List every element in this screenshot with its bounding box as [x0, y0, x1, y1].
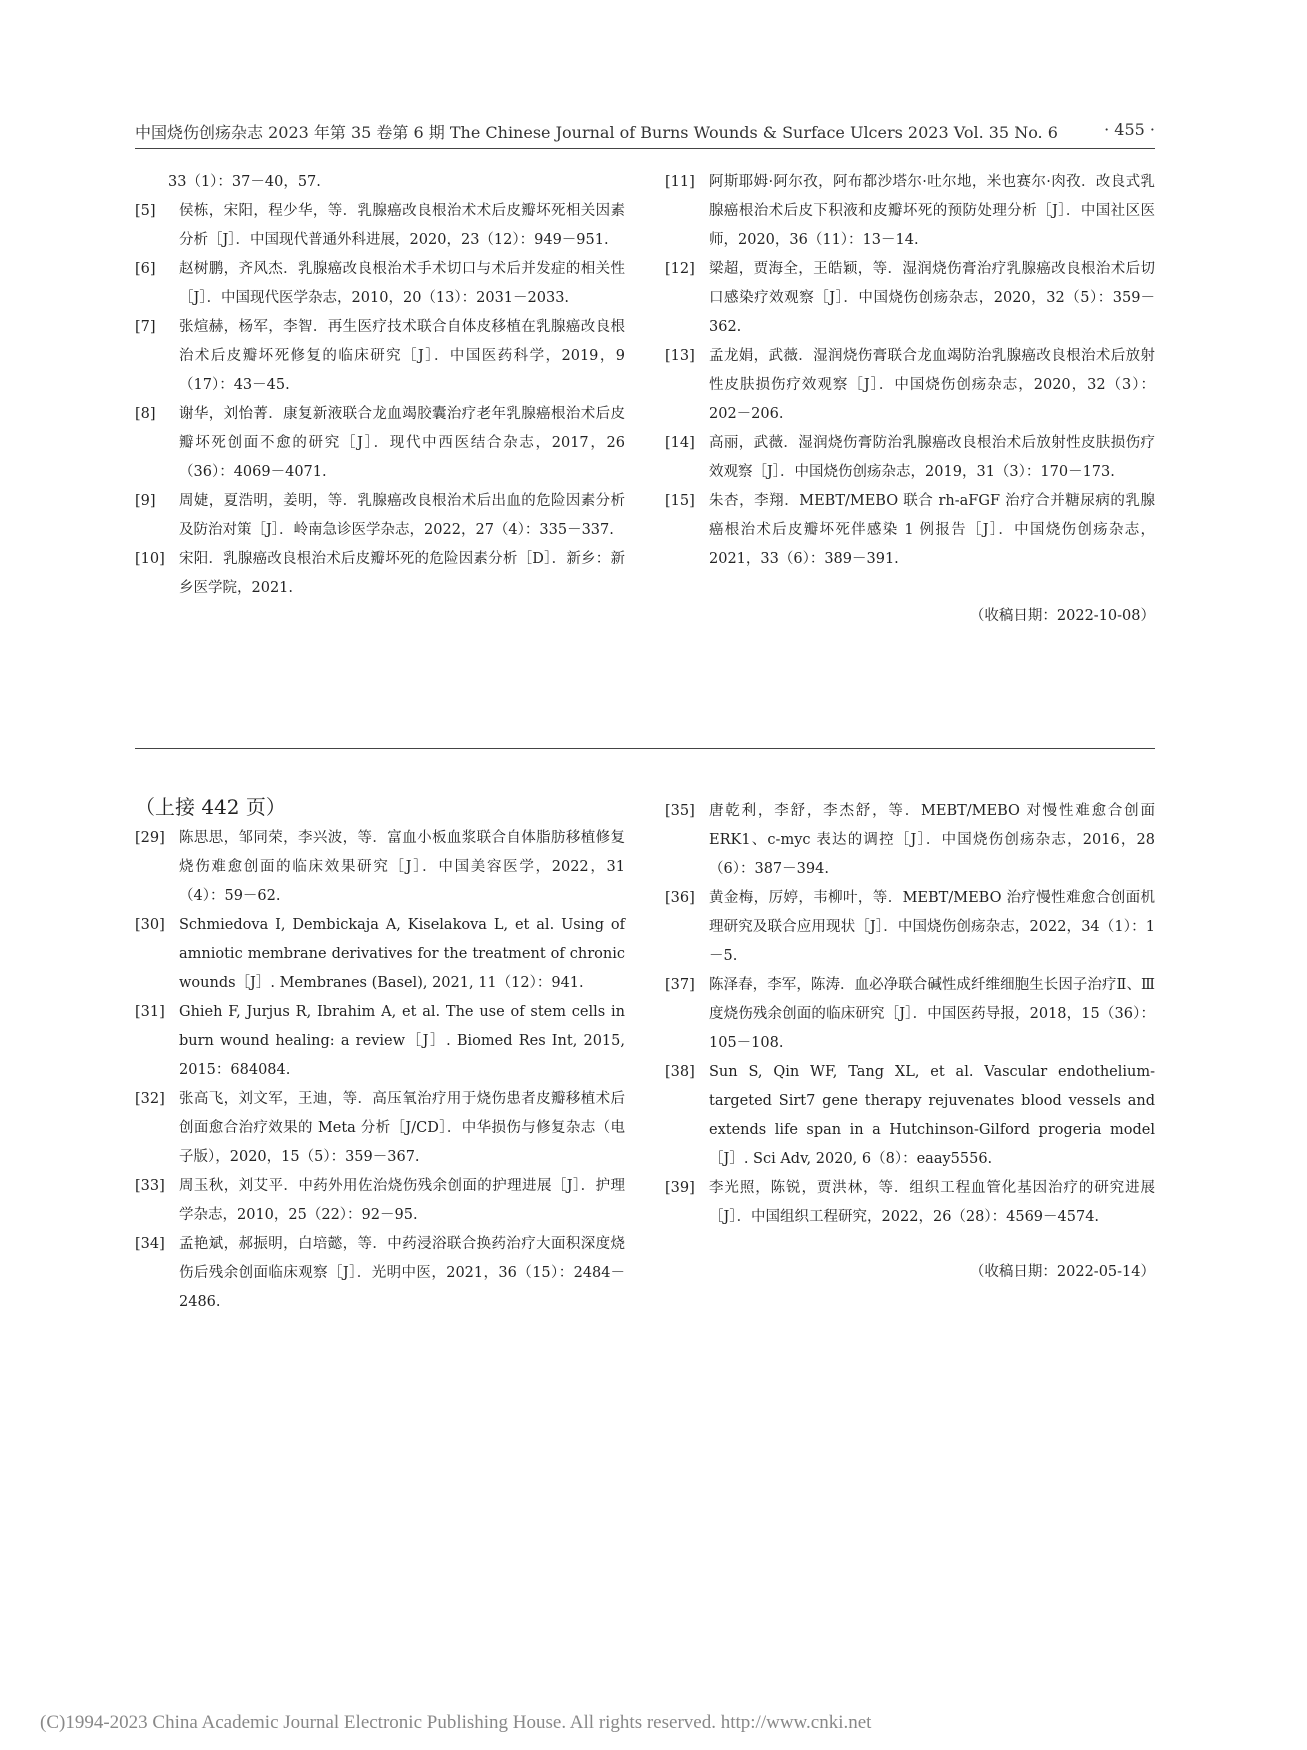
reference-text: Sun S, Qin WF, Tang XL, et al. Vascular endothelium-targeted Sirt7 gene therapy rejuvenates blood vessels and extends life span in a Hutchinson-Gilford progeria model［J］. Sci Adv, 2020, 6（8）：eaay5556. — [709, 1064, 1155, 1167]
reference-text: 高丽，武薇．湿润烧伤膏防治乳腺癌改良根治术后放射性皮肤损伤疗效观察［J］．中国烧伤创疡杂志，2019，31（3）：170－173. — [709, 435, 1155, 480]
reference-item — [135, 313, 625, 400]
reference-text: Ghieh F, Jurjus R, Ibrahim A, et al. The use of stem cells in burn wound healing: a review［J］. Biomed Res Int, 2015, 2015：684084. — [179, 1004, 625, 1078]
reference-continuation: 33（1）：37－40，57. — [168, 174, 321, 190]
page-number: · 455 · — [1104, 120, 1155, 139]
reference-text: 孟龙娟，武薇．湿润烧伤膏联合龙血竭防治乳腺癌改良根治术后放射性皮肤损伤疗效观察［J］．中国烧伤创疡杂志，2020，32（3）：202－206. — [709, 348, 1155, 422]
reference-item — [665, 797, 1155, 884]
reference-number: [12] — [665, 261, 695, 277]
reference-item — [665, 971, 1155, 1058]
reference-number: [36] — [665, 890, 695, 906]
received-date: （收稿日期：2022-10-08） — [969, 608, 1155, 624]
top-left-references — [135, 168, 625, 603]
reference-number: [32] — [135, 1091, 165, 1107]
reference-number: [8] — [135, 406, 156, 422]
reference-number: [13] — [665, 348, 695, 364]
reference-item — [135, 197, 625, 255]
reference-text: 张高飞，刘文军，王迪，等．高压氧治疗用于烧伤患者皮瓣移植术后创面愈合治疗效果的 Meta 分析［J/CD］．中华损伤与修复杂志（电子版），2020，15（5）：359－367. — [179, 1091, 625, 1165]
reference-item — [665, 1174, 1155, 1232]
reference-text: 唐乾利，李舒，李杰舒，等．MEBT/MEBO 对慢性难愈合创面 ERK1、c-myc 表达的调控［J］．中国烧伤创疡杂志，2016，28（6）：387－394. — [709, 803, 1155, 877]
reference-number: [38] — [665, 1064, 695, 1080]
reference-item — [665, 487, 1155, 574]
reference-text: 孟艳斌，郝振明，白培懿，等．中药浸浴联合换药治疗大面积深度烧伤后残余创面临床观察［J］．光明中医，2021，36（15）：2484－2486. — [179, 1236, 625, 1310]
reference-text: 张煊赫，杨军，李智．再生医疗技术联合自体皮移植在乳腺癌改良根治术后皮瓣坏死修复的临床研究［J］．中国医药科学，2019，9（17）：43－45. — [179, 319, 625, 393]
reference-number: [37] — [665, 977, 695, 993]
reference-item — [135, 1230, 625, 1317]
reference-text: 侯栋，宋阳，程少华，等．乳腺癌改良根治术术后皮瓣坏死相关因素分析［J］．中国现代普通外科进展，2020，23（12）：949－951. — [179, 203, 625, 248]
reference-text: 黄金梅，厉婷，韦柳叶，等．MEBT/MEBO 治疗慢性难愈合创面机理研究及联合应用现状［J］．中国烧伤创疡杂志，2022，34（1）：1－5. — [709, 890, 1155, 964]
reference-item — [665, 429, 1155, 487]
reference-number: [39] — [665, 1180, 695, 1196]
reference-number: [29] — [135, 830, 165, 846]
reference-text: 阿斯耶姆·阿尔孜，阿布都沙塔尔·吐尔地，米也赛尔·肉孜．改良式乳腺癌根治术后皮下积液和皮瓣坏死的预防处理分析［J］．中国社区医师，2020，36（11）：13－14. — [709, 174, 1155, 248]
reference-number: [10] — [135, 551, 165, 567]
reference-item — [135, 911, 625, 998]
header-rule — [135, 148, 1155, 149]
reference-number: [5] — [135, 203, 156, 219]
received-date: （收稿日期：2022-05-14） — [969, 1264, 1155, 1280]
reference-item — [665, 168, 1155, 255]
journal-title: 中国烧伤创疡杂志 2023 年第 35 卷第 6 期 The Chinese Journal of Burns Wounds & Surface Ulcers 2023 Vol. 35 No. 6 — [135, 123, 1058, 142]
reference-text: 宋阳．乳腺癌改良根治术后皮瓣坏死的危险因素分析［D］．新乡：新乡医学院，2021. — [179, 551, 625, 596]
reference-number: [15] — [665, 493, 695, 509]
reference-number: [6] — [135, 261, 156, 277]
reference-item — [135, 1172, 625, 1230]
reference-item — [665, 342, 1155, 429]
reference-item — [135, 1085, 625, 1172]
reference-text: 陈泽春，李军，陈涛．血必净联合碱性成纤维细胞生长因子治疗Ⅱ、Ⅲ度烧伤残余创面的临床研究［J］．中国医药导报，2018，15（36）：105－108. — [709, 977, 1155, 1051]
reference-item — [665, 255, 1155, 342]
reference-number: [7] — [135, 319, 156, 335]
reference-text: 谢华，刘怡菁．康复新液联合龙血竭胶囊治疗老年乳腺癌根治术后皮瓣坏死创面不愈的研究［J］．现代中西医结合杂志，2017，26（36）：4069－4071. — [179, 406, 625, 480]
reference-number: [33] — [135, 1178, 165, 1194]
section-divider — [135, 748, 1155, 749]
continued-from-note: （上接 442 页） — [135, 795, 286, 819]
reference-item — [665, 1058, 1155, 1174]
reference-text: 周婕，夏浩明，姜明，等．乳腺癌改良根治术后出血的危险因素分析及防治对策［J］．岭南急诊医学杂志，2022，27（4）：335－337. — [179, 493, 625, 538]
reference-text: 梁超，贾海全，王皓颖，等．湿润烧伤膏治疗乳腺癌改良根治术后切口感染疗效观察［J］．中国烧伤创疡杂志，2020，32（5）：359－362. — [709, 261, 1155, 335]
reference-text: 朱杏，李翔．MEBT/MEBO 联合 rh-aFGF 治疗合并糖尿病的乳腺癌根治术后皮瓣坏死伴感染 1 例报告［J］．中国烧伤创疡杂志，2021，33（6）：389－391. — [709, 493, 1155, 567]
reference-number: [9] — [135, 493, 156, 509]
reference-text: Schmiedova I, Dembickaja A, Kiselakova L, et al. Using of amniotic membrane derivatives for the treatment of chronic wounds［J］. Membranes (Basel), 2021, 11（12）：941. — [179, 917, 625, 991]
reference-item — [665, 884, 1155, 971]
reference-item — [135, 400, 625, 487]
reference-text: 陈思思，邹同荣，李兴波，等．富血小板血浆联合自体脂肪移植修复烧伤难愈创面的临床效果研究［J］．中国美容医学，2022，31（4）：59－62. — [179, 830, 625, 904]
bottom-left-references — [135, 792, 625, 1317]
running-header — [135, 120, 1155, 146]
reference-number: [11] — [665, 174, 695, 190]
reference-text: 周玉秋，刘艾平．中药外用佐治烧伤残余创面的护理进展［J］．护理学杂志，2010，25（22）：92－95. — [179, 1178, 625, 1223]
reference-item — [135, 487, 625, 545]
top-right-references — [665, 168, 1155, 631]
reference-item — [135, 545, 625, 603]
reference-item — [135, 998, 625, 1085]
reference-text: 赵树鹏，齐风杰．乳腺癌改良根治术手术切口与术后并发症的相关性［J］．中国现代医学杂志，2010，20（13）：2031－2033. — [179, 261, 625, 306]
reference-item — [135, 824, 625, 911]
reference-number: [35] — [665, 803, 695, 819]
reference-number: [14] — [665, 435, 695, 451]
bottom-right-references — [665, 797, 1155, 1287]
copyright-footer: (C)1994-2023 China Academic Journal Electronic Publishing House. All rights reserved. http://www.cnki.net — [40, 1712, 872, 1733]
reference-number: [30] — [135, 917, 165, 933]
reference-text: 李光照，陈锐，贾洪林，等．组织工程血管化基因治疗的研究进展［J］．中国组织工程研究，2022，26（28）：4569－4574. — [709, 1180, 1155, 1225]
reference-number: [31] — [135, 1004, 165, 1020]
reference-item — [135, 255, 625, 313]
reference-number: [34] — [135, 1236, 165, 1252]
